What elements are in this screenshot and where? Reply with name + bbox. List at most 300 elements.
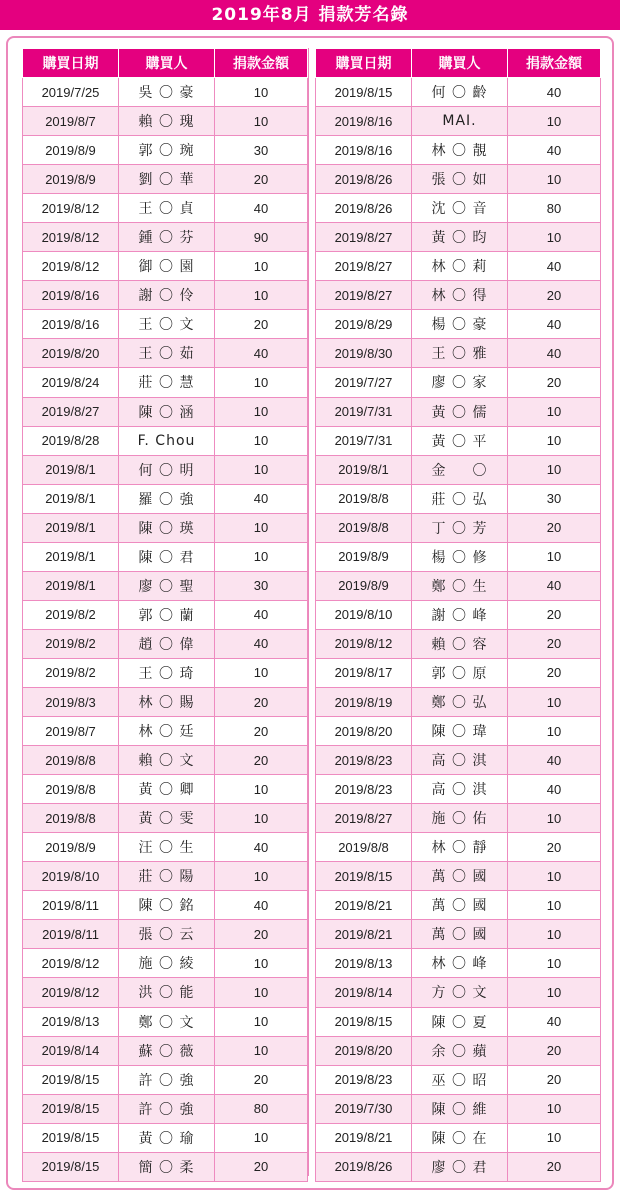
donor-name: 方 〇 文	[412, 978, 508, 1007]
donation-amount: 40	[508, 310, 601, 339]
donation-date: 2019/8/13	[23, 1007, 119, 1036]
donation-amount: 40	[508, 571, 601, 600]
donor-name: 賴 〇 文	[119, 746, 215, 775]
donation-date: 2019/8/23	[316, 775, 412, 804]
donation-date: 2019/8/12	[23, 252, 119, 281]
table-row	[23, 658, 308, 687]
donation-amount: 20	[508, 1065, 601, 1094]
table-row	[23, 426, 308, 455]
donor-name: 廖 〇 聖	[119, 571, 215, 600]
donation-date: 2019/7/27	[316, 368, 412, 397]
table-row	[316, 107, 601, 136]
donor-name: 汪 〇 生	[119, 833, 215, 862]
left-donation-panel	[22, 48, 307, 1182]
table-row	[316, 78, 601, 107]
left-table-body	[23, 78, 308, 1182]
donation-amount: 40	[508, 775, 601, 804]
donor-name: 賴 〇 瑰	[119, 107, 215, 136]
donor-name: 黃 〇 昀	[412, 223, 508, 252]
donor-name: 劉 〇 華	[119, 165, 215, 194]
donation-date: 2019/8/27	[316, 281, 412, 310]
donation-amount: 40	[508, 136, 601, 165]
table-row	[316, 1123, 601, 1152]
table-row	[23, 542, 308, 571]
table-row	[23, 1036, 308, 1065]
table-row	[316, 687, 601, 716]
header-buyer: 購買人	[119, 49, 215, 78]
donor-name: 高 〇 淇	[412, 746, 508, 775]
table-row	[23, 107, 308, 136]
donation-amount: 10	[215, 252, 308, 281]
donor-name: 陳 〇 涵	[119, 397, 215, 426]
donation-amount: 40	[215, 600, 308, 629]
donor-name: 鄭 〇 弘	[412, 687, 508, 716]
donation-amount: 10	[215, 775, 308, 804]
donation-amount: 20	[508, 1036, 601, 1065]
table-row	[316, 426, 601, 455]
donor-name: 萬 〇 國	[412, 920, 508, 949]
donation-date: 2019/8/26	[316, 194, 412, 223]
table-row	[23, 600, 308, 629]
donor-name: 許 〇 強	[119, 1065, 215, 1094]
donation-amount: 10	[508, 223, 601, 252]
donation-date: 2019/8/9	[316, 571, 412, 600]
donor-name: 張 〇 如	[412, 165, 508, 194]
donor-name: 林 〇 靚	[412, 136, 508, 165]
donation-date: 2019/8/14	[316, 978, 412, 1007]
table-row	[316, 833, 601, 862]
table-row	[23, 717, 308, 746]
donation-date: 2019/8/15	[23, 1065, 119, 1094]
donor-name: 林 〇 賜	[119, 687, 215, 716]
donor-name: 鄭 〇 生	[412, 571, 508, 600]
donation-amount: 10	[508, 862, 601, 891]
donor-name: 施 〇 綾	[119, 949, 215, 978]
donation-amount: 10	[215, 658, 308, 687]
donation-date: 2019/8/8	[23, 746, 119, 775]
donation-amount: 40	[215, 891, 308, 920]
donation-date: 2019/8/1	[23, 484, 119, 513]
donation-amount: 10	[215, 397, 308, 426]
table-row	[23, 484, 308, 513]
donor-name: 鄭 〇 文	[119, 1007, 215, 1036]
donation-amount: 10	[215, 455, 308, 484]
table-row	[316, 281, 601, 310]
donation-date: 2019/7/31	[316, 426, 412, 455]
donation-amount: 10	[508, 397, 601, 426]
donor-name: 楊 〇 修	[412, 542, 508, 571]
donation-amount: 10	[215, 804, 308, 833]
donation-date: 2019/8/26	[316, 1152, 412, 1181]
donor-name: 莊 〇 弘	[412, 484, 508, 513]
table-row	[316, 891, 601, 920]
table-row	[316, 746, 601, 775]
donation-amount: 20	[508, 281, 601, 310]
donor-name: 蘇 〇 薇	[119, 1036, 215, 1065]
table-row	[316, 804, 601, 833]
donation-date: 2019/8/1	[23, 571, 119, 600]
table-row	[316, 1065, 601, 1094]
donor-name: 陳 〇 瑋	[412, 717, 508, 746]
donation-amount: 40	[215, 339, 308, 368]
donation-amount: 10	[508, 687, 601, 716]
donation-amount: 10	[508, 920, 601, 949]
table-row	[316, 629, 601, 658]
donor-name: 賴 〇 容	[412, 629, 508, 658]
donor-name: 簡 〇 柔	[119, 1152, 215, 1181]
donation-amount: 20	[508, 658, 601, 687]
donor-name: 金 〇	[412, 455, 508, 484]
donor-name: 謝 〇 伶	[119, 281, 215, 310]
donor-name: 萬 〇 國	[412, 891, 508, 920]
right-table-body	[316, 78, 601, 1182]
donation-date: 2019/8/26	[316, 165, 412, 194]
donation-date: 2019/8/21	[316, 1123, 412, 1152]
table-row	[316, 310, 601, 339]
donor-name: 萬 〇 國	[412, 862, 508, 891]
table-row	[316, 542, 601, 571]
table-row	[316, 1094, 601, 1123]
donation-amount: 10	[215, 513, 308, 542]
table-row	[316, 775, 601, 804]
header-amount: 捐款金額	[508, 49, 601, 78]
donation-amount: 10	[508, 1123, 601, 1152]
donation-date: 2019/8/15	[316, 1007, 412, 1036]
donor-name: 何 〇 明	[119, 455, 215, 484]
donation-amount: 10	[215, 368, 308, 397]
donation-date: 2019/8/12	[23, 194, 119, 223]
donor-name: 陳 〇 銘	[119, 891, 215, 920]
table-row	[316, 252, 601, 281]
donor-name: 王 〇 茹	[119, 339, 215, 368]
donor-name: 丁 〇 芳	[412, 513, 508, 542]
donor-name: 林 〇 靜	[412, 833, 508, 862]
donation-amount: 10	[508, 542, 601, 571]
donor-name: 施 〇 佑	[412, 804, 508, 833]
donation-amount: 20	[215, 1152, 308, 1181]
table-row	[23, 1152, 308, 1181]
donor-name: 陳 〇 維	[412, 1094, 508, 1123]
donor-name: 何 〇 齡	[412, 78, 508, 107]
donation-amount: 20	[508, 513, 601, 542]
donor-name: 林 〇 莉	[412, 252, 508, 281]
donation-amount: 20	[508, 1152, 601, 1181]
donation-amount: 10	[508, 1094, 601, 1123]
donation-date: 2019/8/17	[316, 658, 412, 687]
donation-amount: 30	[215, 136, 308, 165]
table-row	[316, 513, 601, 542]
donor-name: 陳 〇 在	[412, 1123, 508, 1152]
header-date: 購買日期	[316, 49, 412, 78]
donation-amount: 10	[508, 717, 601, 746]
table-row	[23, 252, 308, 281]
table-row	[23, 891, 308, 920]
donation-date: 2019/8/21	[316, 891, 412, 920]
donation-date: 2019/8/9	[23, 833, 119, 862]
donation-date: 2019/8/8	[23, 775, 119, 804]
donation-amount: 10	[508, 165, 601, 194]
donation-date: 2019/8/16	[23, 310, 119, 339]
table-row	[316, 165, 601, 194]
table-row	[23, 194, 308, 223]
table-row	[316, 949, 601, 978]
table-row	[316, 1152, 601, 1181]
donation-date: 2019/8/7	[23, 717, 119, 746]
donor-name: 御 〇 園	[119, 252, 215, 281]
donation-date: 2019/8/27	[316, 223, 412, 252]
table-row	[23, 136, 308, 165]
donor-name: 郭 〇 琬	[119, 136, 215, 165]
table-row	[23, 223, 308, 252]
donor-name: MAI.	[412, 107, 508, 136]
donor-name: 陳 〇 夏	[412, 1007, 508, 1036]
donation-date: 2019/8/12	[23, 949, 119, 978]
donation-amount: 40	[215, 484, 308, 513]
donation-amount: 40	[508, 746, 601, 775]
donation-date: 2019/8/27	[316, 252, 412, 281]
donor-name: 郭 〇 蘭	[119, 600, 215, 629]
table-row	[23, 920, 308, 949]
donation-amount: 10	[215, 542, 308, 571]
donation-date: 2019/8/2	[23, 658, 119, 687]
table-row	[316, 397, 601, 426]
donor-name: F. Chou	[119, 426, 215, 455]
donor-name: 張 〇 云	[119, 920, 215, 949]
donation-date: 2019/8/1	[23, 455, 119, 484]
donation-amount: 40	[215, 194, 308, 223]
table-row	[23, 78, 308, 107]
table-row	[23, 775, 308, 804]
table-row	[316, 136, 601, 165]
table-row	[23, 368, 308, 397]
header-date: 購買日期	[23, 49, 119, 78]
donation-date: 2019/8/9	[23, 165, 119, 194]
donation-amount: 10	[215, 1007, 308, 1036]
donor-name: 謝 〇 峰	[412, 600, 508, 629]
column-divider	[308, 48, 309, 1176]
table-row	[316, 862, 601, 891]
donation-amount: 10	[508, 891, 601, 920]
donor-name: 黃 〇 卿	[119, 775, 215, 804]
donation-amount: 10	[215, 78, 308, 107]
donation-date: 2019/7/25	[23, 78, 119, 107]
donation-date: 2019/8/20	[316, 1036, 412, 1065]
donor-name: 趙 〇 偉	[119, 629, 215, 658]
table-row	[316, 223, 601, 252]
donor-name: 陳 〇 君	[119, 542, 215, 571]
donation-amount: 80	[508, 194, 601, 223]
donation-amount: 10	[215, 281, 308, 310]
donation-date: 2019/8/15	[23, 1123, 119, 1152]
donor-name: 黃 〇 平	[412, 426, 508, 455]
donation-amount: 30	[508, 484, 601, 513]
donation-date: 2019/8/12	[23, 978, 119, 1007]
table-row	[316, 339, 601, 368]
table-row	[316, 1036, 601, 1065]
table-row	[23, 746, 308, 775]
table-row	[23, 281, 308, 310]
donation-date: 2019/8/29	[316, 310, 412, 339]
donation-date: 2019/8/2	[23, 629, 119, 658]
table-row	[23, 455, 308, 484]
donor-name: 陳 〇 瑛	[119, 513, 215, 542]
donation-date: 2019/8/23	[316, 1065, 412, 1094]
donation-date: 2019/8/1	[23, 513, 119, 542]
donation-amount: 10	[215, 1123, 308, 1152]
table-row	[23, 397, 308, 426]
donation-date: 2019/8/15	[23, 1094, 119, 1123]
donation-date: 2019/7/30	[316, 1094, 412, 1123]
left-donation-table	[22, 48, 308, 1182]
table-row	[23, 862, 308, 891]
donation-date: 2019/8/16	[316, 136, 412, 165]
donation-amount: 10	[215, 949, 308, 978]
table-row	[23, 687, 308, 716]
table-row	[316, 1007, 601, 1036]
donor-name: 郭 〇 原	[412, 658, 508, 687]
donor-name: 羅 〇 強	[119, 484, 215, 513]
donor-name: 吳 〇 豪	[119, 78, 215, 107]
table-row	[316, 455, 601, 484]
donation-amount: 40	[215, 629, 308, 658]
table-row	[23, 1123, 308, 1152]
donor-name: 黃 〇 瑜	[119, 1123, 215, 1152]
donation-amount: 40	[508, 339, 601, 368]
donation-date: 2019/8/7	[23, 107, 119, 136]
donation-amount: 20	[215, 717, 308, 746]
table-row	[23, 1007, 308, 1036]
donation-date: 2019/8/12	[316, 629, 412, 658]
donation-date: 2019/8/10	[316, 600, 412, 629]
table-row	[316, 978, 601, 1007]
donor-name: 廖 〇 君	[412, 1152, 508, 1181]
table-row	[23, 165, 308, 194]
donation-date: 2019/8/2	[23, 600, 119, 629]
table-row	[23, 513, 308, 542]
donation-amount: 20	[508, 833, 601, 862]
donation-amount: 30	[215, 571, 308, 600]
table-row	[23, 339, 308, 368]
donor-name: 王 〇 雅	[412, 339, 508, 368]
donation-date: 2019/7/31	[316, 397, 412, 426]
donor-name: 黃 〇 雯	[119, 804, 215, 833]
donation-date: 2019/8/21	[316, 920, 412, 949]
table-row	[316, 484, 601, 513]
donor-name: 林 〇 得	[412, 281, 508, 310]
donation-amount: 80	[215, 1094, 308, 1123]
donation-date: 2019/8/28	[23, 426, 119, 455]
donor-name: 沈 〇 音	[412, 194, 508, 223]
donor-name: 楊 〇 豪	[412, 310, 508, 339]
donation-date: 2019/8/16	[23, 281, 119, 310]
donation-amount: 10	[215, 978, 308, 1007]
donation-amount: 40	[508, 252, 601, 281]
table-row	[316, 194, 601, 223]
donor-name: 鍾 〇 芬	[119, 223, 215, 252]
donation-date: 2019/8/11	[23, 891, 119, 920]
donation-amount: 10	[215, 426, 308, 455]
table-row	[23, 571, 308, 600]
donation-amount: 20	[508, 629, 601, 658]
donation-date: 2019/8/20	[316, 717, 412, 746]
donation-date: 2019/8/8	[23, 804, 119, 833]
donation-date: 2019/8/27	[23, 397, 119, 426]
donation-date: 2019/8/30	[316, 339, 412, 368]
donation-date: 2019/8/13	[316, 949, 412, 978]
table-row	[316, 600, 601, 629]
donation-amount: 10	[508, 804, 601, 833]
donation-amount: 20	[215, 746, 308, 775]
donor-name: 許 〇 強	[119, 1094, 215, 1123]
right-donation-panel	[315, 48, 600, 1182]
table-row	[316, 717, 601, 746]
table-row	[316, 368, 601, 397]
table-row	[23, 804, 308, 833]
table-row	[316, 658, 601, 687]
donation-date: 2019/8/8	[316, 513, 412, 542]
donation-date: 2019/8/3	[23, 687, 119, 716]
donor-name: 洪 〇 能	[119, 978, 215, 1007]
donation-date: 2019/8/1	[316, 455, 412, 484]
donation-date: 2019/8/10	[23, 862, 119, 891]
donation-amount: 40	[215, 833, 308, 862]
table-row	[23, 310, 308, 339]
page-title: 2019年8月 捐款芳名錄	[211, 5, 409, 25]
donation-amount: 20	[508, 368, 601, 397]
donation-amount: 10	[215, 862, 308, 891]
donation-amount: 20	[508, 600, 601, 629]
table-row	[23, 1065, 308, 1094]
donation-amount: 20	[215, 310, 308, 339]
donation-date: 2019/8/8	[316, 484, 412, 513]
donor-name: 王 〇 文	[119, 310, 215, 339]
header-buyer: 購買人	[412, 49, 508, 78]
donor-name: 黃 〇 儒	[412, 397, 508, 426]
donation-amount: 40	[508, 1007, 601, 1036]
donation-amount: 10	[215, 107, 308, 136]
donation-date: 2019/8/15	[23, 1152, 119, 1181]
table-header-row	[23, 49, 308, 78]
table-row	[23, 978, 308, 1007]
donor-name: 廖 〇 家	[412, 368, 508, 397]
donation-date: 2019/8/23	[316, 746, 412, 775]
table-row	[23, 949, 308, 978]
donation-date: 2019/8/27	[316, 804, 412, 833]
donation-amount: 90	[215, 223, 308, 252]
donation-date: 2019/8/11	[23, 920, 119, 949]
donor-name: 巫 〇 昭	[412, 1065, 508, 1094]
donation-amount: 20	[215, 165, 308, 194]
donation-amount: 20	[215, 687, 308, 716]
donation-date: 2019/8/9	[23, 136, 119, 165]
donor-name: 高 〇 淇	[412, 775, 508, 804]
donation-amount: 10	[215, 1036, 308, 1065]
table-row	[23, 833, 308, 862]
donation-amount: 10	[508, 949, 601, 978]
donor-name: 林 〇 廷	[119, 717, 215, 746]
donation-amount: 20	[215, 1065, 308, 1094]
table-row	[316, 571, 601, 600]
donor-name: 莊 〇 陽	[119, 862, 215, 891]
table-row	[23, 1094, 308, 1123]
right-donation-table	[315, 48, 601, 1182]
donor-name: 王 〇 琦	[119, 658, 215, 687]
donor-name: 王 〇 貞	[119, 194, 215, 223]
table-row	[23, 629, 308, 658]
donation-date: 2019/8/1	[23, 542, 119, 571]
donation-date: 2019/8/24	[23, 368, 119, 397]
donation-date: 2019/8/9	[316, 542, 412, 571]
